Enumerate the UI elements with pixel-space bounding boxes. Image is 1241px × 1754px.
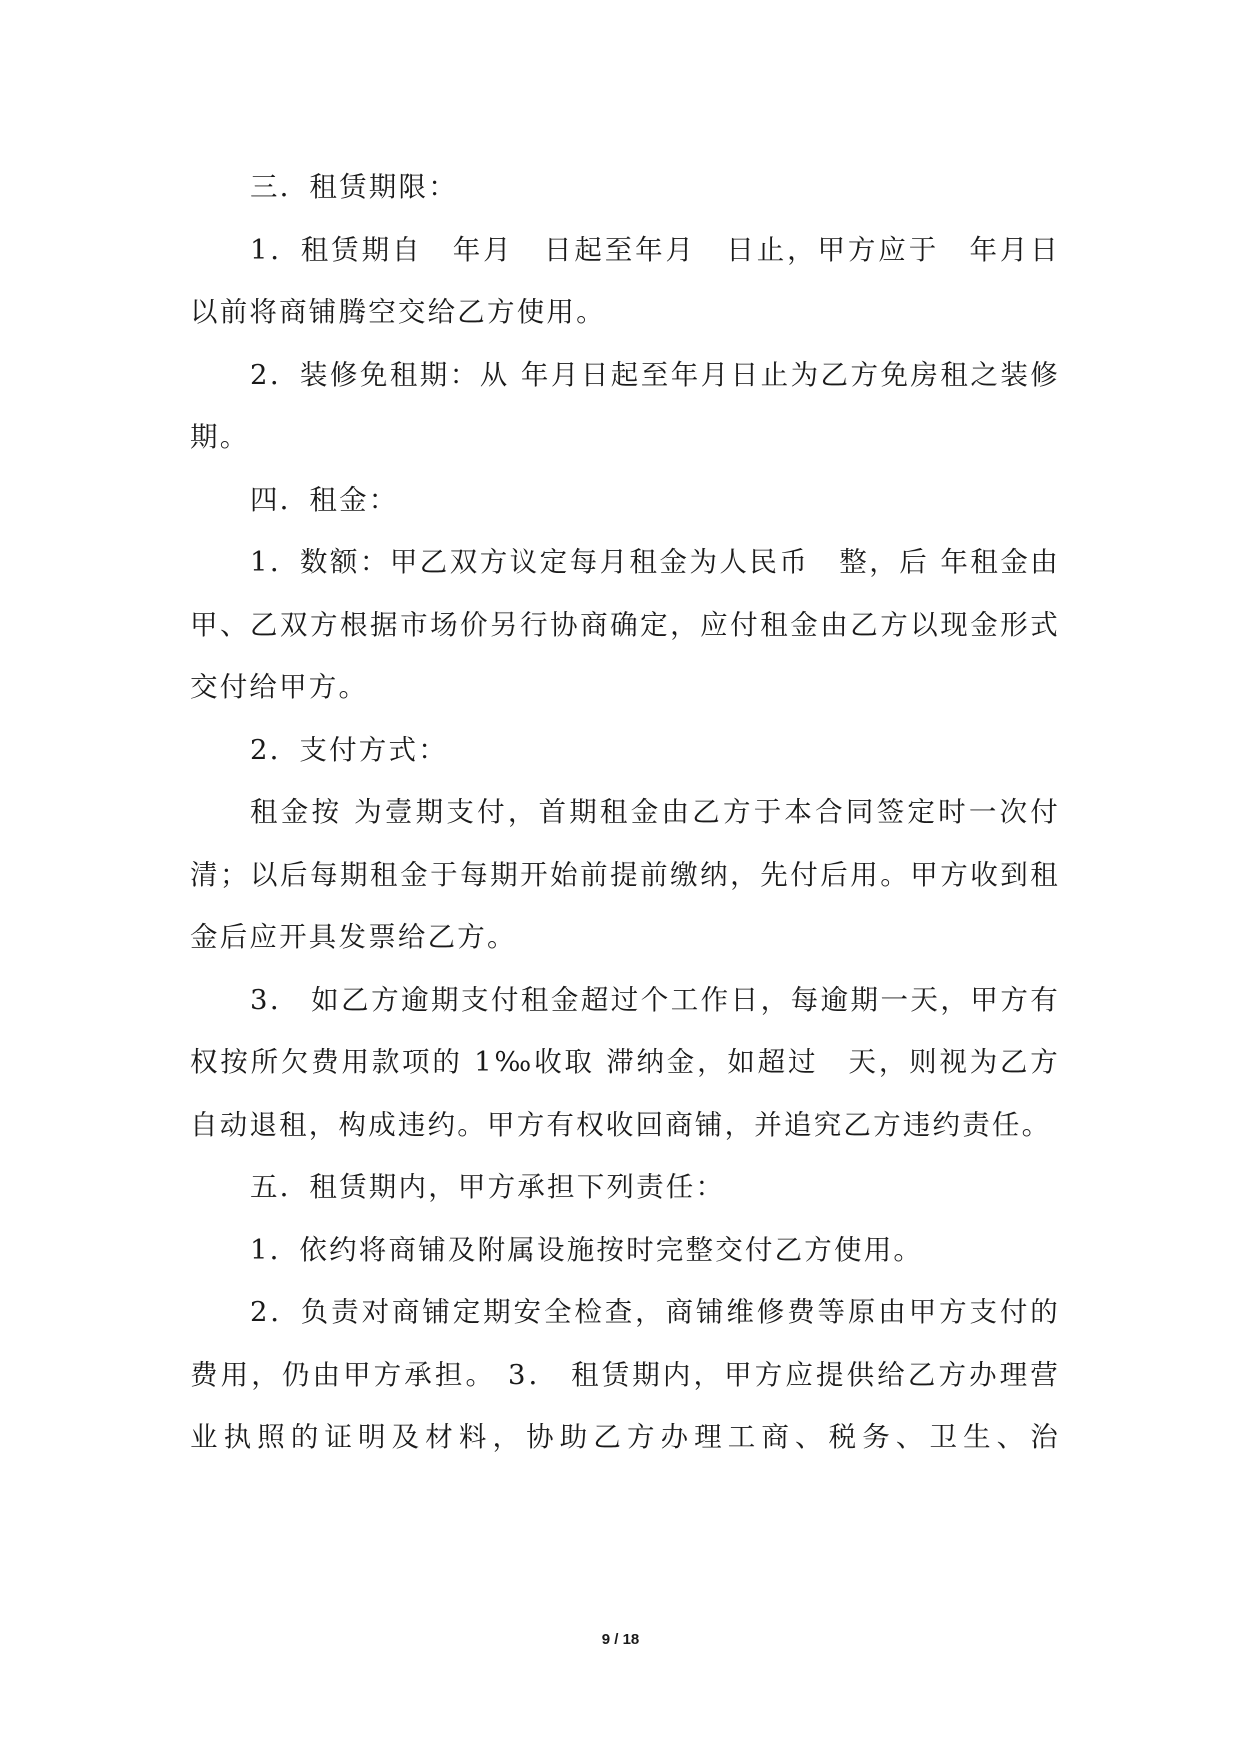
document-body	[190, 156, 1060, 1469]
clause-lease-period: 1．租赁期自 年月 日起至年月 日止，甲方应于 年月日以前将商铺腾空交给乙方使用。	[190, 233, 1060, 328]
clause-rent-amount: 1．数额：甲乙双方议定每月租金为人民币 整，后 年租金由甲、乙双方根据市场价另行协商确定，应付租金由乙方以现金形式交付给甲方。	[190, 546, 1060, 703]
clause-safety-inspection: 2．负责对商铺定期安全检查，商铺维修费等原由甲方支付的费用，仍由甲方承担。 3． 租赁期内，甲方应提供给乙方办理营业执照的证明及材料，协助乙方办理工商、税务、卫生、治	[190, 1296, 1060, 1453]
clause-payment-method-heading: 2．支付方式：	[250, 733, 448, 766]
section-heading-lease-term: 三．租赁期限：	[250, 171, 458, 203]
clause-late-payment: 3． 如乙方逾期支付租金超过个工作日，每逾期一天，甲方有权按所欠费用款项的 1‰收取 滞纳金，如超过 天，则视为乙方自动退租，构成违约。甲方有权收回商铺，并追究乙方违约责任。	[190, 983, 1060, 1141]
section-heading-rent: 四．租金：	[250, 483, 399, 516]
section-heading-party-a-duties: 五．租赁期内，甲方承担下列责任：	[250, 1171, 726, 1203]
clause-deliver-premises: 1．依约将商铺及附属设施按时完整交付乙方使用。	[250, 1233, 924, 1266]
clause-renovation-free-period: 2．装修免租期：从 年月日起至年月日止为乙方免房租之装修期。	[190, 358, 1060, 453]
clause-payment-method-body: 租金按 为壹期支付，首期租金由乙方于本合同签定时一次付清；以后每期租金于每期开始前提前缴纳，先付后用。甲方收到租金后应开具发票给乙方。	[190, 796, 1060, 953]
page-number: 9 / 18	[601, 1631, 640, 1648]
